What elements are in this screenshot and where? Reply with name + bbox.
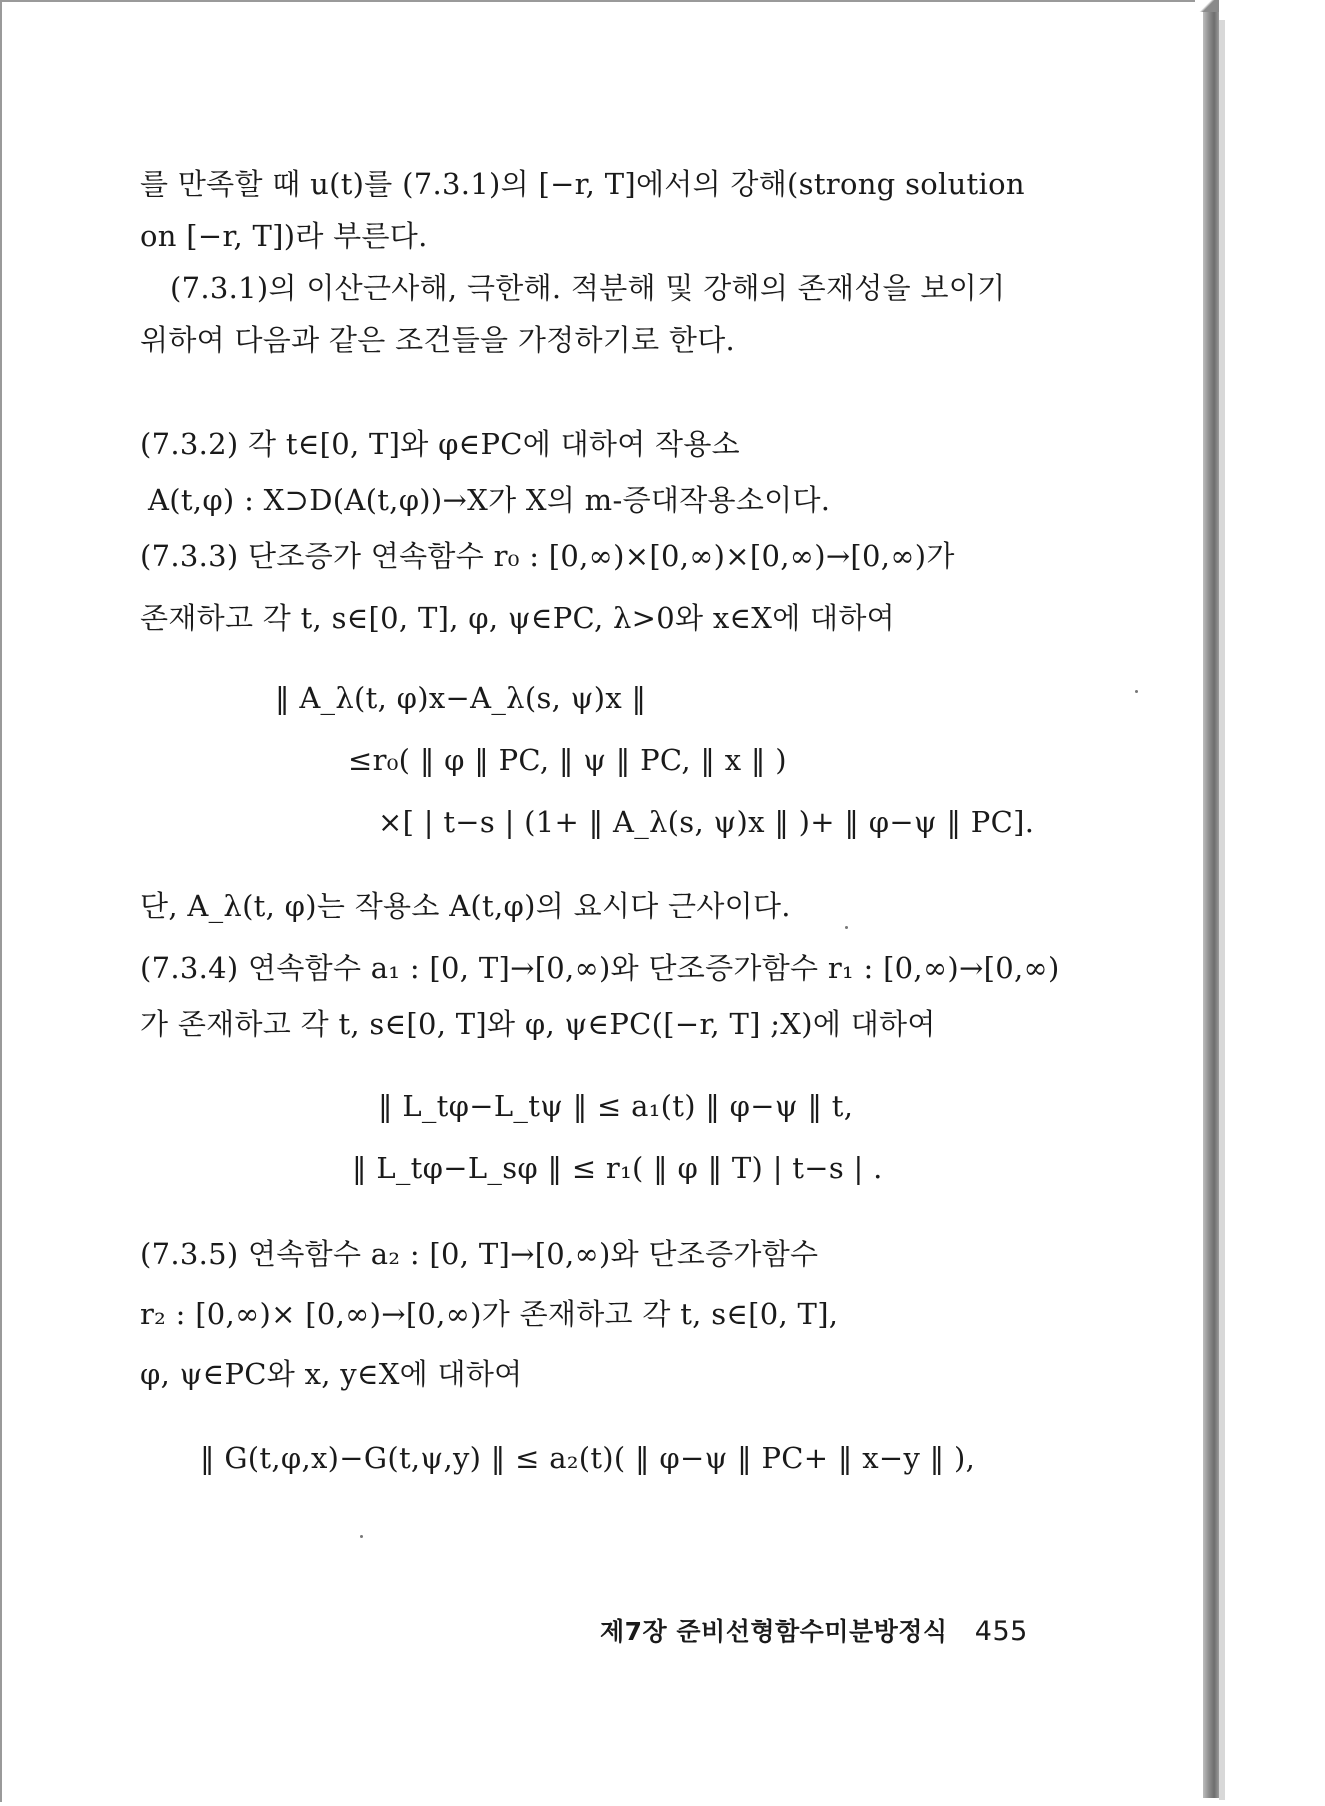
page-shadow: [1219, 20, 1225, 1800]
text-line-4: 위하여 다음과 같은 조건들을 가정하기로 한다.: [140, 323, 736, 357]
formula-3-line-1: ‖ G(t,φ,x)−G(t,ψ,y) ‖ ≤ a₂(t)( ‖ φ−ψ ‖ PC+ ‖ x−y ‖ ),: [200, 1441, 976, 1475]
chapter-title: 제7장 준비선형함수미분방정식: [600, 1617, 948, 1646]
page-footer: [600, 1612, 1028, 1648]
condition-7-3-5: (7.3.5) 연속함수 a₂ : [0, T]→[0,∞)와 단조증가함수: [140, 1237, 819, 1271]
condition-7-3-5-cont: r₂ : [0,∞)× [0,∞)→[0,∞)가 존재하고 각 t, s∈[0, T],: [140, 1297, 839, 1331]
text-line-1: 를 만족할 때 u(t)를 (7.3.1)의 [−r, T]에서의 강해(strong solution: [140, 167, 1025, 201]
condition-7-3-5-cont2: φ, ψ∈PC와 x, y∈X에 대하여: [140, 1357, 523, 1391]
formula-1-line-1: ‖ A_λ(t, φ)x−A_λ(s, ψ)x ‖: [275, 681, 647, 715]
formula-2-line-2: ‖ L_tφ−L_sφ ‖ ≤ r₁( ‖ φ ‖ T) | t−s | .: [352, 1151, 883, 1185]
condition-7-3-3: (7.3.3) 단조증가 연속함수 r₀ : [0,∞)×[0,∞)×[0,∞)→[0,∞)가: [140, 539, 955, 573]
text-line-3: (7.3.1)의 이산근사해, 극한해. 적분해 및 강해의 존재성을 보이기: [170, 271, 1006, 305]
formula-1-line-2: ≤r₀( ‖ φ ‖ PC, ‖ ψ ‖ PC, ‖ x ‖ ): [348, 743, 787, 777]
condition-7-3-4-cont: 가 존재하고 각 t, s∈[0, T]와 φ, ψ∈PC([−r, T] ;X)에 대하여: [140, 1007, 936, 1041]
condition-7-3-2: (7.3.2) 각 t∈[0, T]와 φ∈PC에 대하여 작용소: [140, 427, 740, 461]
text-line-2: on [−r, T])라 부른다.: [140, 219, 428, 253]
condition-7-3-4: (7.3.4) 연속함수 a₁ : [0, T]→[0,∞)와 단조증가함수 r₁ : [0,∞)→[0,∞): [140, 951, 1060, 985]
page-edge: [1203, 8, 1219, 1798]
formula-2-line-1: ‖ L_tφ−L_tψ ‖ ≤ a₁(t) ‖ φ−ψ ‖ t,: [378, 1089, 854, 1123]
scan-speck: [360, 1535, 363, 1538]
scan-speck: [1135, 690, 1138, 693]
formula-1-line-3: ×[ | t−s | (1+ ‖ A_λ(s, ψ)x ‖ )+ ‖ φ−ψ ‖ PC].: [378, 805, 1035, 839]
condition-7-3-2-cont: A(t,φ) : X⊃D(A(t,φ))→X가 X의 m-증대작용소이다.: [148, 483, 831, 517]
scan-speck: [845, 926, 848, 929]
page-number: 455: [974, 1616, 1028, 1647]
text-line-yosida: 단, A_λ(t, φ)는 작용소 A(t,φ)의 요시다 근사이다.: [140, 889, 791, 923]
condition-7-3-3-cont: 존재하고 각 t, s∈[0, T], φ, ψ∈PC, λ>0와 x∈X에 대하여: [140, 601, 895, 635]
page-corner: [1195, 0, 1219, 12]
